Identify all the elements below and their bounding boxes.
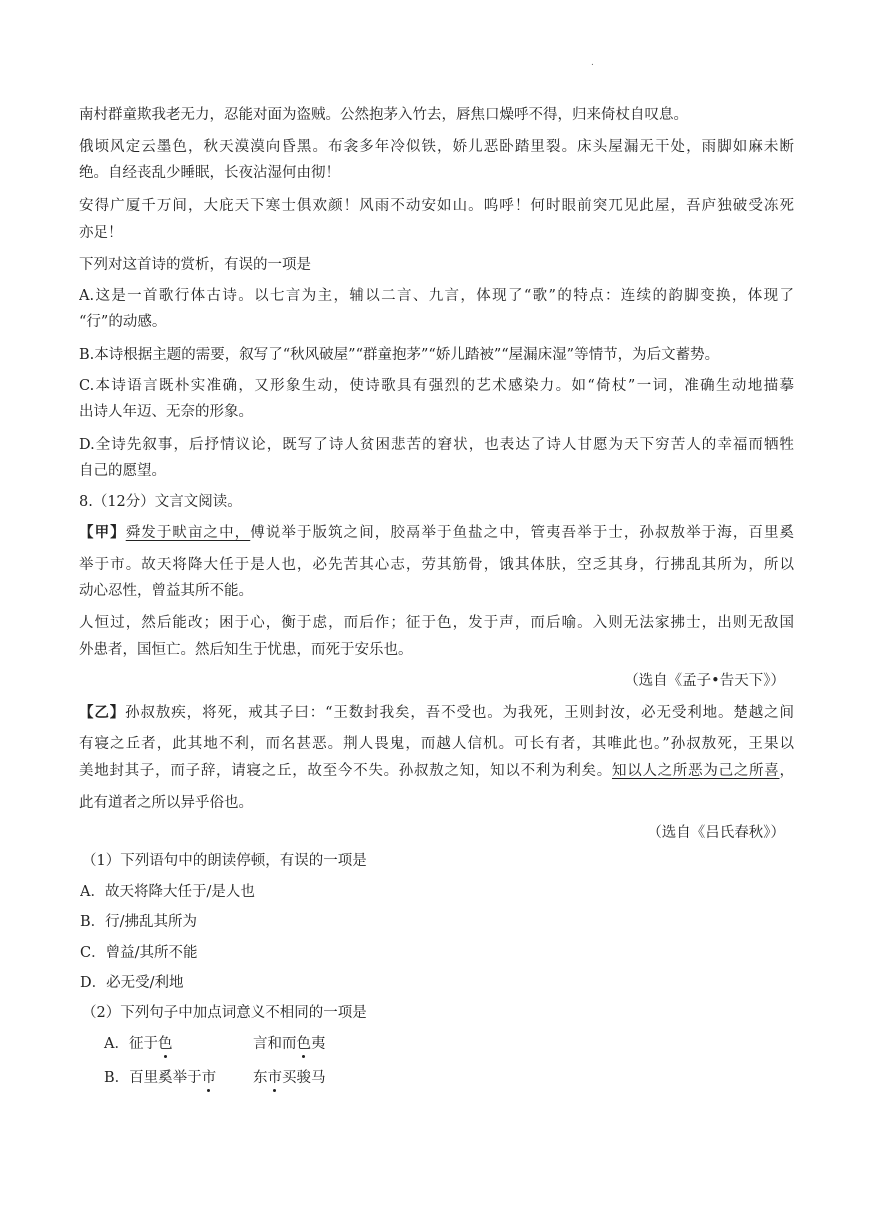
- yi-line-2: 有寝之丘者，此其地不利，而名甚恶。荆人畏鬼，而越人信机。可长有者，其唯此也。”孙叔敖死，王果以: [79, 736, 794, 752]
- sub2-b-label: B．: [104, 1070, 130, 1086]
- yi-tag: 【乙】: [79, 704, 126, 721]
- header-mark: .: [591, 58, 594, 68]
- jia-line-1: [79, 523, 794, 543]
- sub2-a-right-dotted-word: 色: [296, 1036, 311, 1052]
- yi-line-3-plain: 美地封其子，而子辞，请寝之丘，故至今不失。孙叔敖之知，知以不利为利矣。: [79, 763, 612, 779]
- sub2-stem: （2）下列句子中加点词意义不相同的一项是: [82, 1005, 367, 1021]
- yi-line-1: [79, 703, 794, 723]
- poem-line-1: 南村群童欺我老无力，忍能对面为盗贼。公然抱茅入竹去，唇焦口燥呼不得，归来倚杖自叹息。: [79, 107, 688, 123]
- sub2-a-right-post: 夷: [311, 1036, 326, 1052]
- poem-line-4: 安得广厦千万间，大庇天下寒士俱欢颜！风雨不动安如山。呜呼！何时眼前突兀见此屋，吾庐独破受冻死: [79, 198, 794, 214]
- sub2-option-b: [104, 1068, 704, 1088]
- q7-stem: 下列对这首诗的赏析，有误的一项是: [79, 257, 311, 273]
- q7-option-b: B.本诗根据主题的需要，叙写了“秋风破屋”“群童抱茅”“娇儿踏被”“屋漏床湿”等情节，为后文蓄势。: [79, 347, 720, 363]
- poem-line-5: 亦足！: [79, 225, 123, 241]
- sub2-b-right-post: 买骏马: [282, 1070, 326, 1086]
- sub1-option-b: B．行/拂乱其所为: [80, 914, 198, 930]
- jia-underlined-phrase: 舜发于畎亩之中，: [125, 525, 251, 541]
- sub2-a-right: [253, 1034, 326, 1054]
- jia-line-5: 外患者，国恒亡。然后知生于忧患，而死于安乐也。: [79, 642, 413, 658]
- sub2-b-right-dotted-word: 市: [267, 1070, 282, 1086]
- yi-source: （选自《吕氏春秋》）: [647, 825, 785, 841]
- q7-option-c-line2: 出诗人年迈、无奈的形象。: [79, 404, 253, 420]
- sub2-b-right-pre: 东: [253, 1070, 268, 1086]
- yi-line-3-end: ，: [779, 763, 794, 779]
- sub2-option-a: [104, 1034, 704, 1054]
- sub2-a-label: A．: [104, 1036, 129, 1052]
- yi-underlined-sentence: 知以人之所恶为己之所喜: [612, 763, 780, 779]
- sub1-option-c: C．曾益/其所不能: [80, 945, 198, 961]
- sub2-a-right-pre: 言和而: [253, 1036, 297, 1052]
- q7-option-c-line1: C.本诗语言既朴实准确，又形象生动，使诗歌具有强烈的艺术感染力。如“倚杖”一词，准确生动地描摹: [79, 378, 794, 394]
- poem-line-3: 绝。自经丧乱少睡眠，长夜沾湿何由彻！: [79, 165, 340, 181]
- q7-option-a-line2: “行”的动感。: [79, 314, 167, 330]
- q7-option-d-line1: D.全诗先叙事，后抒情议论，既写了诗人贫困悲苦的窘状，也表达了诗人甘愿为天下穷苦人的幸福而牺牲: [79, 437, 794, 453]
- jia-source: （选自《孟子•告天下》）: [624, 673, 785, 689]
- jia-line-2: 举于市。故天将降大任于是人也，必先苦其心志，劳其筋骨，饿其体肤，空乏其身，行拂乱其所为，所以: [79, 557, 794, 573]
- sub2-a-left-pre: 征于: [128, 1036, 158, 1052]
- sub2-b-left-dotted-word: 市: [201, 1070, 217, 1086]
- jia-line-4: 人恒过，然后能改；困于心，衡于虑，而后作；征于色，发于声，而后喻。入则无法家拂士，出则无敌国: [79, 615, 794, 631]
- q7-option-d-line2: 自己的愿望。: [79, 463, 166, 479]
- yi-line-3: [79, 761, 794, 781]
- yi-line-4: 此有道者之所以异乎俗也。: [79, 795, 253, 811]
- jia-line-1-rest: 傅说举于版筑之间，胶鬲举于鱼盐之中，管夷吾举于士，孙叔敖举于海，百里奚: [250, 525, 794, 541]
- sub2-a-left-dotted-word: 色: [157, 1036, 173, 1052]
- sub1-stem: （1）下列语句中的朗读停顿，有误的一项是: [82, 853, 367, 869]
- jia-tag: 【甲】: [79, 524, 126, 541]
- q7-option-a-line1: A.这是一首歌行体古诗。以七言为主，辅以二言、九言，体现了“歌”的特点：连续的韵脚变换，体现了: [79, 288, 794, 304]
- sub1-option-a: A．故天将降大任于/是人也: [80, 884, 255, 900]
- sub2-b-right: [253, 1068, 326, 1088]
- q8-title: 8.（12分）文言文阅读。: [79, 494, 242, 510]
- sub1-option-d: D．必无受/利地: [80, 975, 184, 991]
- poem-line-2: 俄顷风定云墨色，秋天漠漠向昏黑。布衾多年冷似铁，娇儿恶卧踏里裂。床头屋漏无干处，雨脚如麻未断: [79, 139, 794, 155]
- sub2-b-left-pre: 百里奚举于: [129, 1070, 202, 1086]
- jia-line-3: 动心忍性，曾益其所不能。: [79, 583, 253, 599]
- yi-line-1-text: 孙叔敖疾，将死，戒其子曰：“王数封我矣，吾不受也。为我死，王则封汝，必无受利地。楚越之间: [125, 705, 794, 721]
